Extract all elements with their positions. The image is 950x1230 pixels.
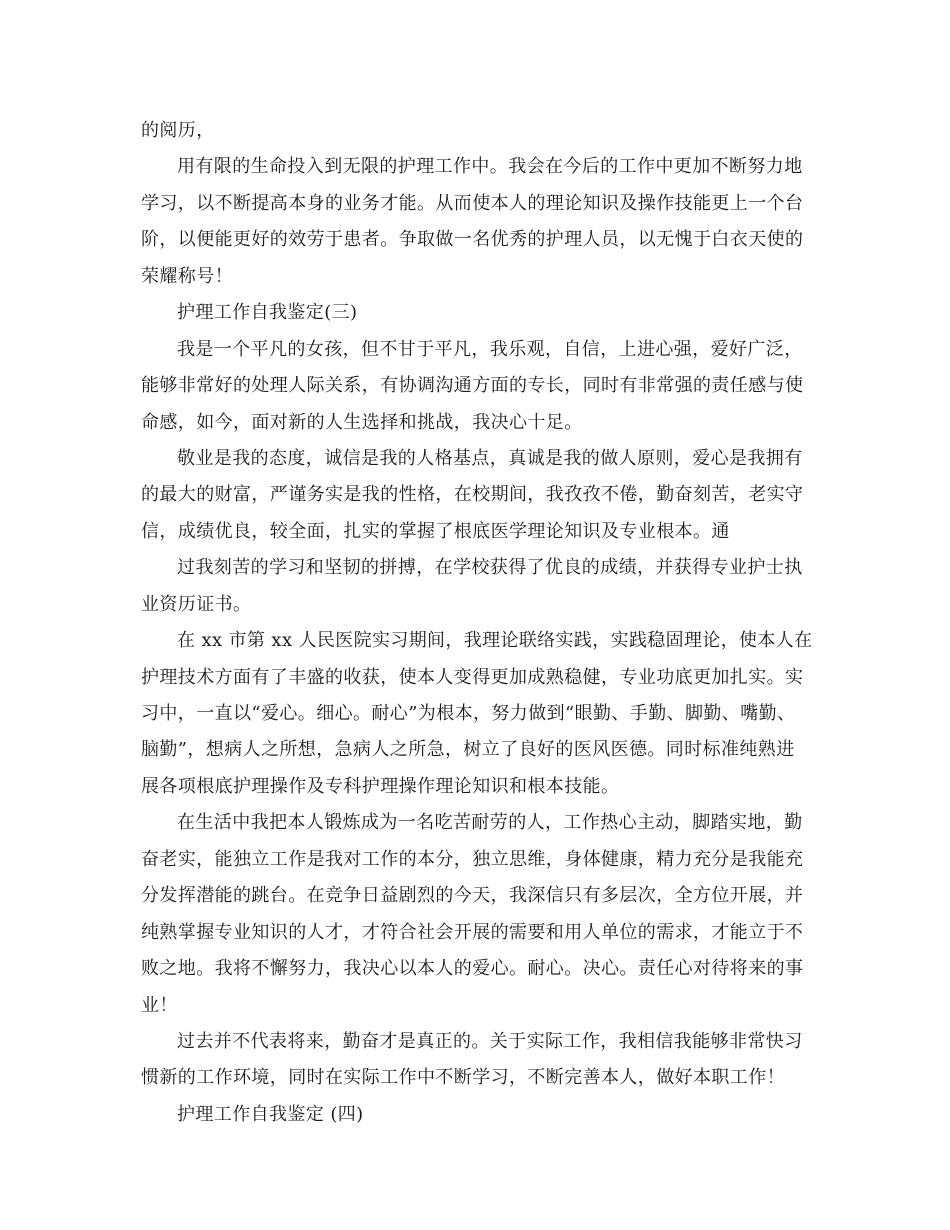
text-line: 在 xx 市第 xx 人民医院实习期间，我理论联络实践，实践稳固理论，使本人在 [177, 630, 813, 652]
text-line: 的阅历， [141, 120, 215, 141]
text-line: 的最大的财富，严谨务实是我的性格，在校期间，我孜孜不倦，勤奋刻苦，老实守 [141, 484, 804, 506]
text-line: 纯熟掌握专业知识的人才，才符合社会开展的需要和用人单位的需求，才能立于不 [141, 921, 804, 943]
document-body [141, 116, 813, 1136]
text-line: 奋老实，能独立工作是我对工作的本分，独立思维，身体健康，精力充分是我能充 [141, 848, 804, 870]
text-line: 业资历证书。 [141, 593, 252, 615]
text-line: 业！ [141, 994, 178, 1016]
text-line: 展各项根底护理操作及专科护理操作理论知识和根本技能。 [141, 775, 620, 797]
text-line: 护理技术方面有了丰盛的收获，使本人变得更加成熟稳健，专业功底更加扎实。实 [141, 666, 804, 688]
text-line: 败之地。我将不懈努力，我决心以本人的爱心。耐心。决心。责任心对待将来的事 [141, 958, 804, 980]
text-line: 惯新的工作环境，同时在实际工作中不断学习，不断完善本人，做好本职工作！ [141, 1067, 785, 1089]
text-line: 习中，一直以“爱心。细心。耐心”为根本，努力做到“眼勤、手勤、脚勤、嘴勤、 [141, 703, 796, 724]
text-line: 信，成绩优良，较全面，扎实的掌握了根底医学理论知识及专业根本。通 [141, 520, 730, 542]
text-line: 用有限的生命投入到无限的护理工作中。我会在今后的工作中更加不断努力地 [177, 156, 803, 178]
text-line: 脑勤”，想病人之所想，急病人之所急，树立了良好的医风医德。同时标准纯熟进 [141, 739, 795, 761]
text-line: 阶，以便能更好的效劳于患者。争取做一名优秀的护理人员，以无愧于白衣天使的 [141, 229, 804, 251]
text-line: 荣耀称号！ [141, 265, 233, 287]
text-line: 学习，以不断提高本身的业务才能。从而使本人的理论知识及操作技能更上一个台 [141, 192, 804, 214]
text-line: 我是一个平凡的女孩，但不甘于平凡，我乐观，自信，上进心强，爱好广泛， [177, 338, 803, 360]
text-line: 能够非常好的处理人际关系，有协调沟通方面的专长，同时有非常强的责任感与使 [141, 375, 804, 397]
text-line: 护理工作自我鉴定(三) [177, 302, 358, 324]
text-line: 分发挥潜能的跳台。在竞争日益剧烈的今天，我深信只有多层次，全方位开展，并 [141, 885, 804, 907]
text-line: 护理工作自我鉴定 (四) [177, 1103, 364, 1125]
text-line: 过我刻苦的学习和坚韧的拼搏，在学校获得了优良的成绩，并获得专业护士执 [177, 557, 803, 579]
text-line: 命感，如今，面对新的人生选择和挑战，我决心十足。 [141, 411, 583, 433]
text-line: 过去并不代表将来，勤奋才是真正的。关于实际工作，我相信我能够非常快习 [177, 1030, 803, 1052]
text-line: 敬业是我的态度，诚信是我的人格基点，真诚是我的做人原则，爱心是我拥有 [177, 447, 803, 469]
text-line: 在生活中我把本人锻炼成为一名吃苦耐劳的人，工作热心主动，脚踏实地，勤 [177, 812, 803, 834]
